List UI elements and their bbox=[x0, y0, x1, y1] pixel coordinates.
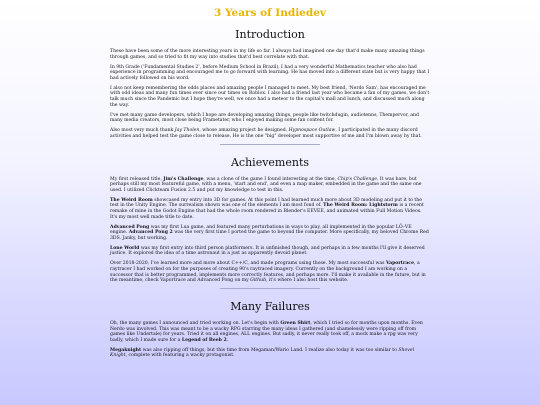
achievements-paragraph-5 bbox=[110, 261, 430, 283]
text: was my first Lua game, and featured many perturbations in ways to play, all implemented in the popular LÖ–VE engine. bbox=[110, 224, 412, 236]
weird-room-lightstorm-title: The Weird Room: Lightstorm bbox=[323, 203, 398, 209]
intro-paragraph-5 bbox=[110, 128, 430, 139]
text: , complete with featuring a wacky protagonist. bbox=[125, 353, 235, 359]
hypnospace-outlaw-title: Hypnospace Outlaw bbox=[288, 128, 336, 134]
achievements-paragraph-4 bbox=[110, 246, 430, 257]
lone-world-title: Lone World bbox=[110, 245, 140, 251]
text: was my first entry into third person platformers. It is unfinished though, and perhaps in a few months I'll give it deserved justice. It explored the idea of a time astronaut in a just as apparently devoid planet. bbox=[110, 245, 425, 257]
legend-of-beeb-title: Legend of Beeb 2 bbox=[181, 337, 227, 343]
failures-section bbox=[110, 300, 430, 359]
page bbox=[110, 0, 430, 359]
shovel-knight-title: Shovel Knight bbox=[110, 347, 415, 359]
intro-paragraph-3: I also not keep remembering the odds places and amazing people I managed to meet. My best friend, 'Nerdo Sam', has encouraged me with odd ideas and many fun times ever since our times on Roblox. I also had a friend last year who became a fan of my games, we don't talk much since the Pandemic but I hope they're well, we once had a meteor to the capital's mall and lunch, and discussed much along the way. bbox=[110, 85, 430, 108]
text: was also ripping off things, but this time from Megaman/Wario Land. I realize also today it was too similar to bbox=[141, 347, 399, 353]
text: . It was bare, but perhaps still my most featureful game, with a menu, 'start and end', and even a map maker, embedded in the game and the same one used. I utilized Clickteam Fusion 2.5 and put my knowledge to test in this. bbox=[110, 176, 422, 193]
github-link[interactable]: Github bbox=[250, 278, 267, 284]
achievements-paragraph-2 bbox=[110, 198, 430, 220]
text: . bbox=[226, 337, 229, 343]
text: Also most very much thank bbox=[110, 128, 175, 134]
text: , I participated in the many discord activities and helped test the game close to release. He is the one "big" developer most supportive of me and I'm blown away by that. bbox=[110, 128, 422, 139]
text: , whose amazing project he designed, bbox=[199, 128, 289, 134]
weird-room-title: The Weird Room bbox=[110, 197, 153, 203]
jims-challenge-title: Jim's Challenge bbox=[163, 176, 204, 182]
vaportrace-title: Vaportrace bbox=[385, 261, 415, 267]
text: My first released title, bbox=[110, 176, 164, 182]
intro-paragraph-4: I've met many game developers, which I hope are developing amazing things, people like twitchdugin, audiotenns, Thempervor, and many media creators, most close being Frametater, who I enjoyed making some fan content for. bbox=[110, 112, 419, 124]
achievements-heading: Achievements bbox=[230, 155, 310, 169]
text: Over 2018-2020, I've learned more and more about C++/C, and made programs using those. My most successful was bbox=[110, 261, 386, 267]
green-shirt-title: Green Shirt bbox=[280, 321, 311, 327]
intro-paragraph-2: In 9th Grade ('Fundamental Studies 2', before Medium School in Brazil), I had a very wonderful Mathematics teacher who also had experience in programming and encouraged me to go forward with learning. He has moved into a different state but is very happy that I had actively followed on his word. bbox=[110, 64, 430, 81]
megaknight-title: Megaknight bbox=[110, 347, 142, 353]
text: Oh, the many games I announced and tried working on. Let's begin with bbox=[110, 321, 281, 327]
section-divider bbox=[220, 288, 320, 289]
introduction-heading: Introduction bbox=[235, 28, 305, 41]
text: is a recent remake of mine in the Godot Engine that had the whole room rendered in Blender's EEVEE, and animated within Full Motion Videos. It's my most well made title to date. bbox=[110, 203, 424, 220]
achievements-paragraph-3 bbox=[110, 225, 430, 242]
failures-paragraph-1 bbox=[110, 321, 430, 343]
section-divider bbox=[220, 144, 320, 145]
achievements-section bbox=[110, 156, 430, 284]
failures-heading: Many Failures bbox=[230, 300, 310, 314]
text: , was a clone of the game I found interesting at the time, bbox=[203, 176, 338, 182]
text: showcased my entry into 3D for games. At this point I had learned much more about 3D modeling and put it to the test in the Unity Engine. The surrealism shown was one of the elements I am most fond of. bbox=[110, 197, 422, 209]
site-title: 3 Years of Indiedev bbox=[214, 7, 326, 19]
advanced-pong-2-title: Advanced Pong 2 bbox=[128, 230, 173, 236]
achievements-paragraph-1 bbox=[110, 177, 430, 194]
failures-paragraph-2 bbox=[110, 348, 430, 359]
text: was the very first time I ported the game to beyond the computer. More specifically, my beloved Chrome Red 3DS. Janky, but working. bbox=[110, 230, 429, 241]
introduction-section bbox=[110, 28, 430, 139]
chips-challenge-title: Chip's Challenge bbox=[337, 176, 377, 182]
text: , which I tried so for months upon months. Even Nerdo was involved. This was meant to be a wacky RPG starring the many ideas I gathered (and shamelessly were ripping off from games like Undertale) for years. Tried it on all engines, ALL engines. But sadly, it never really took off, a mock make a rpg was very badly, which I made sure for a bbox=[110, 321, 423, 343]
text: , it's where I also host this website. bbox=[266, 278, 349, 284]
advanced-pong-title: Advanced Pong bbox=[110, 224, 150, 230]
text: , a raytracer I had worked on for the purposes of creating 90's raytraced imagery. Currently on the background I am working on a successor that is better programmed, implements more correctly features, and perhaps more. I'll make it available in the future, but in the meantime, check Vaportrace and Advanced Pong on my bbox=[110, 261, 426, 284]
jay-tholen-name: Jay Tholen bbox=[174, 128, 200, 134]
intro-paragraph-1: These have been some of the more interesting years in my life so far. I always had imagined one day that'd make many amazing things through games, and so tried to fit my way into studies that'd best correlate with that. bbox=[110, 49, 425, 60]
